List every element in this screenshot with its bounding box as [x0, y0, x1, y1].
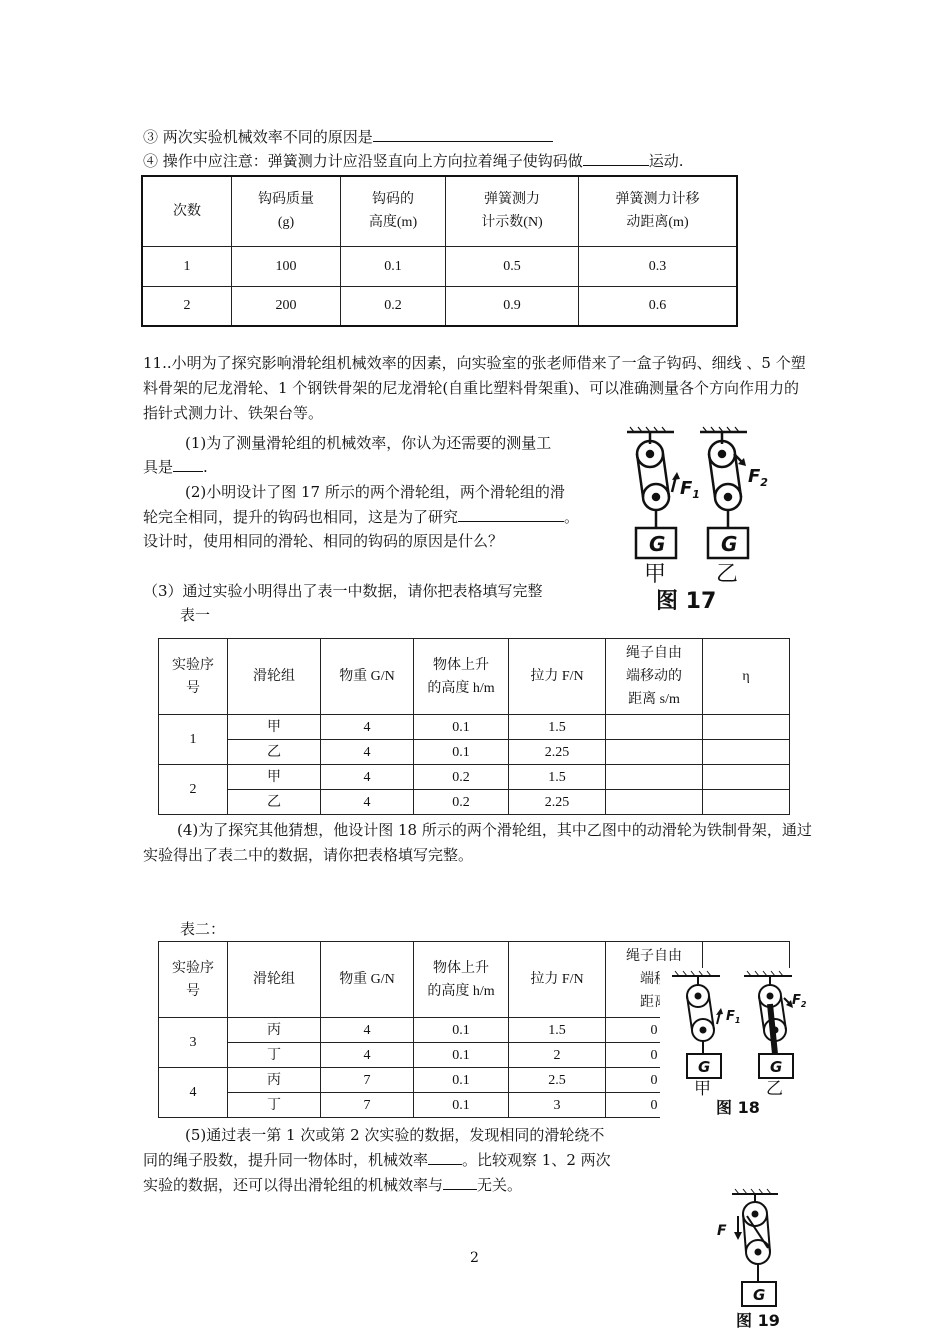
table-cell[interactable]: 0 [606, 1068, 703, 1093]
table-cell: 甲 [228, 715, 321, 740]
figure-17-caption: 图 17 [656, 589, 717, 614]
table-row [159, 765, 790, 790]
table-cell[interactable]: 0 [606, 1043, 703, 1068]
table-header-cell: 次数 [142, 176, 232, 246]
force-label-f2: $F_2$ [748, 466, 768, 489]
table-cell: 0.2 [414, 790, 509, 815]
table-cell: 0.1 [414, 740, 509, 765]
label-yi: 乙 [766, 1079, 783, 1099]
table-cell: 4 [321, 715, 414, 740]
weight-label: G [698, 1058, 711, 1076]
q11-part5-line-c [143, 1173, 522, 1197]
table-header-cell: 钩码的 高度(m) [341, 176, 446, 246]
table-cell-blank[interactable] [703, 715, 790, 740]
table-row [142, 286, 737, 326]
label-jia: 甲 [694, 1079, 711, 1099]
table-header-cell: 实验序 号 [159, 942, 228, 1018]
table-cell: 7 [321, 1068, 414, 1093]
table-row [159, 715, 790, 740]
table-cell-blank[interactable] [606, 765, 703, 790]
table-header-row [159, 639, 790, 715]
table-cell: 1.5 [509, 715, 606, 740]
force-label-f1: $F_1$ [680, 478, 700, 501]
table-cell: 3 [159, 1018, 228, 1068]
table-header-cell: 拉力 F/N [509, 639, 606, 715]
table-cell: 2.5 [509, 1068, 606, 1093]
table-cell-blank[interactable] [703, 790, 790, 815]
page-number: 2 [470, 1250, 479, 1266]
table-cell: 100 [232, 246, 341, 286]
table-header-cell: 钩码质量 (g) [232, 176, 341, 246]
table-cell: 丁 [228, 1043, 321, 1068]
table-cell[interactable]: 0 [606, 1093, 703, 1118]
q11-part4-text: (4)为了探究其他猜想，他设计图 18 所示的两个滑轮组，其中乙图中的动滑轮为铁制骨架，通过实验得出了表二中的数据，请你把表格填写完整。 [143, 821, 812, 864]
table-cell: 乙 [228, 790, 321, 815]
table-cell: 0.1 [414, 1093, 509, 1118]
question-11-intro: 11..小明为了探究影响滑轮组机械效率的因素，向实验室的张老师借来了一盒子钩码、细线 、5 个塑料骨架的尼龙滑轮、1 个钢铁骨架的尼龙滑轮(自重比塑料骨架重)、可以准确测量各个方向作用力的指针式测力计、铁架台等。 [143, 354, 806, 422]
table-header-cell: 物重 G/N [321, 942, 414, 1018]
q11-part5-line-a: (5)通过表一第 1 次或第 2 次实验的数据，发现相同的滑轮绕不 [185, 1126, 605, 1144]
table-cell: 4 [321, 765, 414, 790]
answer-blank[interactable] [373, 125, 553, 142]
question-3-text: ③ 两次实验机械效率不同的原因是 [143, 128, 373, 146]
force-label-f1: $F_1$ [726, 1009, 741, 1025]
table-row [142, 246, 737, 286]
figure-17-pulley-diagram [622, 424, 782, 614]
q11-part2-line-a: (2)小明设计了图 17 所示的两个滑轮组，两个滑轮组的滑 [185, 483, 565, 501]
q11-part2-text: 轮完全相同，提升的钩码也相同，这是为了研究 [143, 508, 459, 526]
table-cell: 4 [321, 740, 414, 765]
label-jia: 甲 [644, 562, 667, 587]
question-4-text: ④ 操作中应注意：弹簧测力计应沿竖直向上方向拉着绳子使钩码做 [143, 152, 583, 170]
table-header-cell: 滑轮组 [228, 639, 321, 715]
q11-part1-end: . [203, 458, 208, 476]
answer-blank[interactable] [173, 455, 203, 472]
table-header-cell: 拉力 F/N [509, 942, 606, 1018]
table-header-row [142, 176, 737, 246]
table-cell: 2.25 [509, 740, 606, 765]
table-header-cell: 物体上升 的高度 h/m [414, 942, 509, 1018]
q11-part2-end: 。 [564, 508, 580, 526]
table-cell: 0.6 [579, 286, 738, 326]
q11-part1-line-b [143, 455, 208, 479]
q11-part5-text: 同的绳子股数，提升同一物体时，机械效率 [143, 1151, 429, 1169]
table-header-cell: 绳子自由 端移动的 距离 s/m [606, 639, 703, 715]
figure-19-caption: 图 19 [736, 1311, 780, 1330]
weight-label: G [721, 532, 738, 556]
table-row [159, 740, 790, 765]
table-cell-blank[interactable] [606, 740, 703, 765]
table-cell[interactable]: 0 [606, 1018, 703, 1043]
table-cell: 3 [509, 1093, 606, 1118]
table-cell: 0.1 [414, 715, 509, 740]
table-cell: 2 [509, 1043, 606, 1068]
table-cell: 4 [321, 1018, 414, 1043]
table-cell: 1 [142, 246, 232, 286]
table-cell: 7 [321, 1093, 414, 1118]
q11-part3-line: （3）通过实验小明得出了表一中数据，请你把表格填写完整 [143, 582, 543, 600]
table-cell: 1.5 [509, 765, 606, 790]
figure-18-pulley-diagram [660, 968, 820, 1118]
weight-label: G [649, 532, 666, 556]
table-cell: 甲 [228, 765, 321, 790]
table-cell: 0.1 [341, 246, 446, 286]
data-table-0 [141, 175, 738, 327]
table-cell: 2 [142, 286, 232, 326]
question-4-tail: 运动. [648, 152, 684, 170]
table-cell: 丁 [228, 1093, 321, 1118]
question-3-line [143, 125, 553, 149]
q11-part1-text: 具是 [143, 458, 174, 476]
q11-part1-line-a: (1)为了测量滑轮组的机械效率，你认为还需要的测量工 [185, 434, 552, 452]
table-cell-blank[interactable] [703, 740, 790, 765]
answer-blank[interactable] [583, 149, 649, 166]
answer-blank[interactable] [443, 1173, 477, 1190]
figure-18-caption: 图 18 [716, 1098, 760, 1117]
table-cell: 丙 [228, 1068, 321, 1093]
force-label-f2: $F_2$ [792, 993, 807, 1009]
table-cell: 0.9 [446, 286, 579, 326]
table-cell: 2.25 [509, 790, 606, 815]
table-cell: 0.2 [341, 286, 446, 326]
answer-blank[interactable] [458, 505, 564, 522]
table-header-cell: 物体上升 的高度 h/m [414, 639, 509, 715]
table-header-cell: η [703, 639, 790, 715]
table-header-cell: 弹簧测力 计示数(N) [446, 176, 579, 246]
table-cell: 0.3 [579, 246, 738, 286]
q11-part2-line-b [143, 505, 579, 529]
q11-part5-text-3: 实验的数据，还可以得出滑轮组的机械效率与 [143, 1176, 444, 1194]
table-cell: 0.1 [414, 1018, 509, 1043]
q11-part2-line-c: 设计时，使用相同的滑轮、相同的钩码的原因是什么？ [143, 532, 504, 550]
label-yi: 乙 [716, 562, 739, 587]
table-cell: 丙 [228, 1018, 321, 1043]
table-cell: 1 [159, 715, 228, 765]
table-header-cell: 弹簧测力计移 动距离(m) [579, 176, 738, 246]
table-cell: 1.5 [509, 1018, 606, 1043]
table-header-cell: 实验序 号 [159, 639, 228, 715]
table-1-caption: 表一 [180, 606, 211, 624]
table-cell-blank[interactable] [703, 765, 790, 790]
table-cell: 乙 [228, 740, 321, 765]
table-cell: 0.5 [446, 246, 579, 286]
weight-label: G [770, 1058, 783, 1076]
table-cell: 0.1 [414, 1068, 509, 1093]
table-header-cell: 物重 G/N [321, 639, 414, 715]
figure-19-pulley-diagram [710, 1186, 800, 1331]
table-cell: 0.1 [414, 1043, 509, 1068]
table-cell: 200 [232, 286, 341, 326]
table-row [159, 790, 790, 815]
q11-part5-end: 无关。 [477, 1176, 523, 1194]
table-cell: 0.2 [414, 765, 509, 790]
table-2-caption: 表二： [180, 920, 226, 938]
answer-blank[interactable] [428, 1148, 462, 1165]
table-cell-blank[interactable] [606, 790, 703, 815]
question-4-line [143, 149, 684, 173]
table-header-cell: 滑轮组 [228, 942, 321, 1018]
table-header-cell: 绳子自由 端移 距离 [606, 942, 703, 1018]
table-cell: 2 [159, 765, 228, 815]
data-table-1 [158, 638, 790, 815]
table-cell: 4 [321, 1043, 414, 1068]
table-cell: 4 [321, 790, 414, 815]
table-cell: 4 [159, 1068, 228, 1118]
q11-part5-line-b [143, 1148, 611, 1172]
q11-part5-text-2: 。比较观察 1、2 两次 [462, 1151, 611, 1169]
table-cell-blank[interactable] [606, 715, 703, 740]
force-label-f: F [717, 1223, 727, 1239]
weight-label: G [753, 1286, 766, 1304]
